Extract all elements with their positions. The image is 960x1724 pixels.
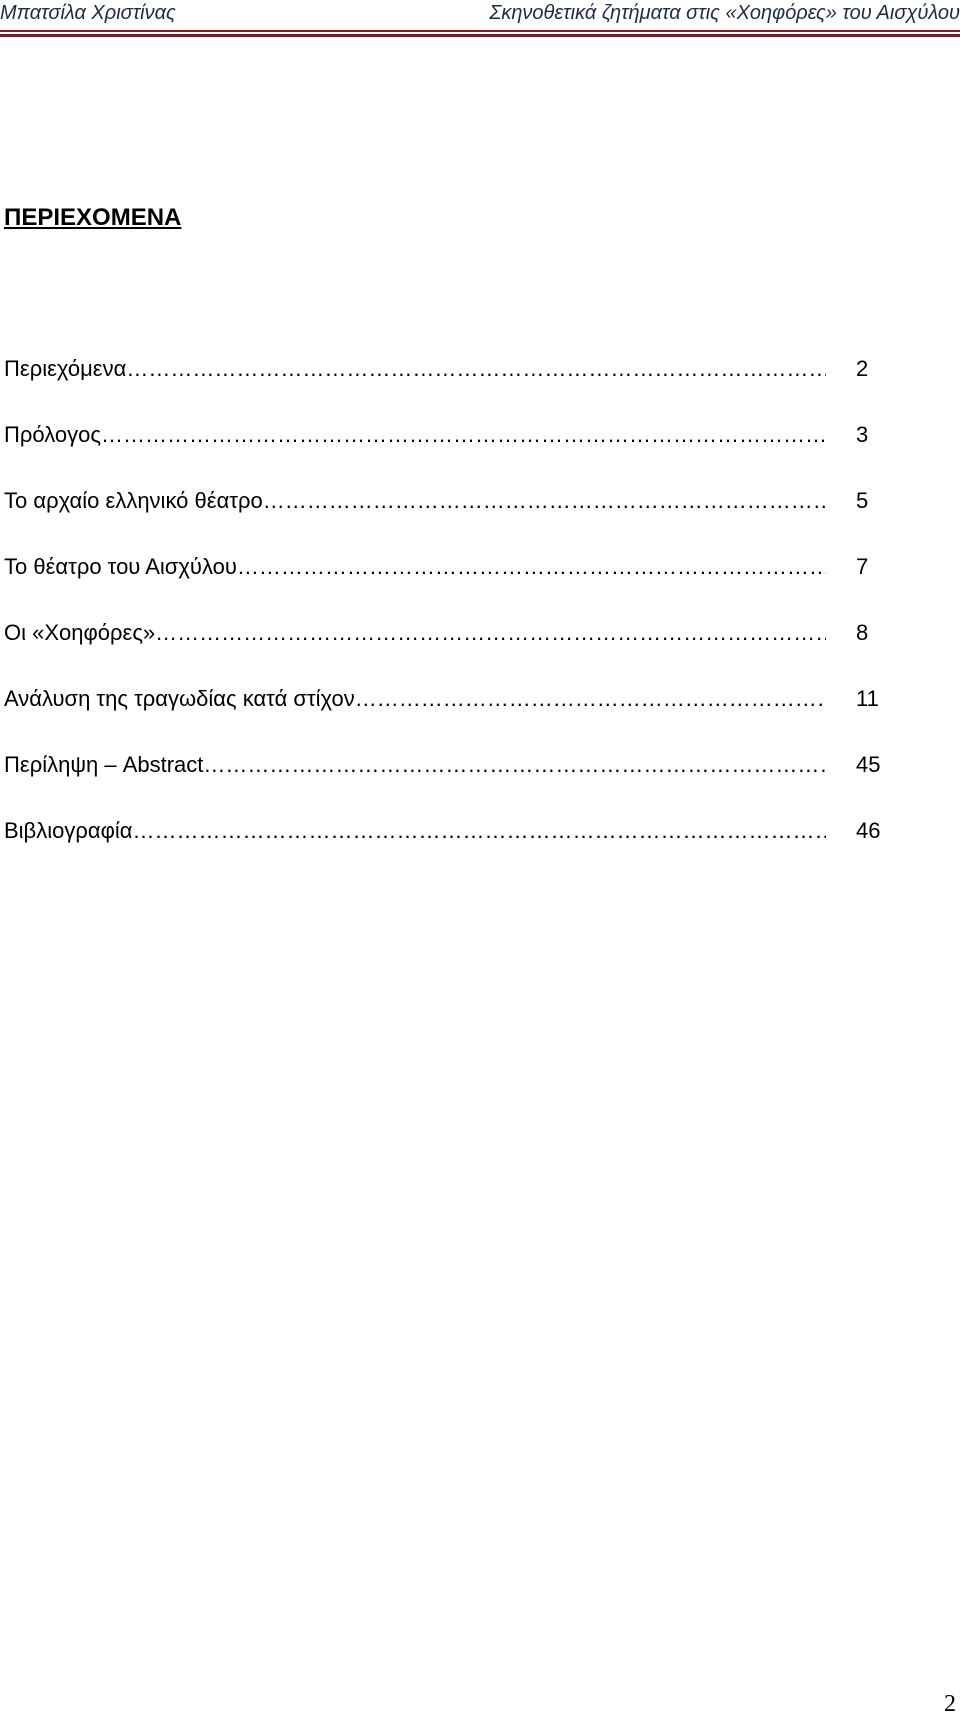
toc-entry-page: 3 — [856, 422, 869, 447]
toc-dot-leader — [237, 554, 826, 580]
toc-entry-label: Ανάλυση της τραγωδίας κατά στίχον — [4, 686, 355, 711]
toc-entry — [4, 752, 890, 818]
toc-entry-page: 7 — [856, 554, 869, 579]
toc-entry — [4, 488, 890, 554]
toc-entry — [4, 818, 890, 884]
toc-dot-leader — [355, 686, 826, 712]
toc-entry-page: 45 — [856, 752, 881, 777]
page-number: 2 — [944, 1691, 956, 1717]
toc-entry — [4, 620, 890, 686]
toc-dot-leader — [101, 422, 826, 448]
toc-entry — [4, 422, 890, 488]
header-rule-thick — [0, 34, 960, 37]
toc-entry-label: Οι «Χοηφόρες» — [4, 620, 156, 645]
toc-entry-page: 46 — [856, 818, 881, 843]
toc-entry-page: 2 — [856, 356, 869, 381]
toc-entry-label: Περίληψη – Abstract — [4, 752, 204, 777]
toc-dot-leader — [126, 356, 826, 382]
toc-dot-leader — [203, 752, 826, 778]
toc-dot-leader — [132, 818, 826, 844]
header-title: Σκηνοθετικά ζητήματα στις «Χοηφόρες» του Αισχύλου — [489, 2, 960, 24]
header-author: Μπατσίλα Χριστίνας — [0, 2, 176, 24]
toc-entry — [4, 554, 890, 620]
toc-entry — [4, 356, 890, 422]
toc-entry-page: 11 — [856, 686, 879, 711]
toc-entry-label: Το θέατρο του Αισχύλου — [4, 554, 237, 579]
toc-entry-label: Περιεχόμενα — [4, 356, 127, 381]
toc-dot-leader — [263, 488, 826, 514]
toc-entry-page: 8 — [856, 620, 869, 645]
table-of-contents — [4, 356, 890, 884]
toc-entry — [4, 686, 890, 752]
toc-entry-label: Το αρχαίο ελληνικό θέατρο — [4, 488, 263, 513]
toc-entry-label: Βιβλιογραφία — [4, 818, 133, 843]
header-rule-thin — [0, 30, 960, 32]
toc-dot-leader — [155, 620, 826, 646]
toc-entry-page: 5 — [856, 488, 869, 513]
page-title: ΠΕΡΙΕΧΟΜΕΝΑ — [4, 204, 182, 231]
toc-entry-label: Πρόλογος — [4, 422, 101, 447]
